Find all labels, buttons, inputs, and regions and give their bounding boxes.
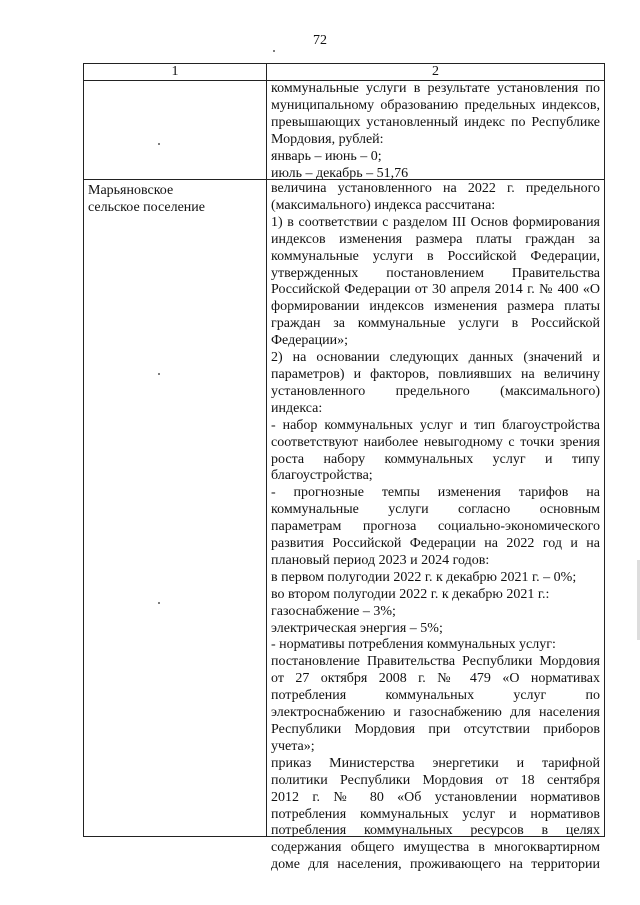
row2-line: 2012 г. № 80 «Об установлении нормативов bbox=[271, 789, 600, 805]
row-divider bbox=[84, 179, 604, 180]
row2-line: граждан за коммунальные услуги в Российской bbox=[271, 316, 600, 332]
header-col-2: 2 bbox=[432, 64, 439, 79]
row2-line: учета»; bbox=[271, 738, 315, 754]
row2-line: электроснабжению и газоснабжению для населения bbox=[271, 705, 600, 721]
row2-line: благоустройства; bbox=[271, 468, 373, 484]
row2-line: коммунальные услуги в Российской Федерации, bbox=[271, 248, 600, 264]
row2-line: содержания общего имущества в многоквартирном bbox=[271, 840, 600, 856]
page-number: 72 bbox=[313, 33, 327, 48]
row2-line: роста набору коммунальных услуг и типу bbox=[271, 451, 600, 467]
row2-line: формировании индексов изменения размера платы bbox=[271, 299, 600, 315]
row2-line: коммунальные услуги согласно основным bbox=[271, 502, 600, 518]
row2-line: индексов изменения размера платы граждан за bbox=[271, 231, 600, 247]
header-col-1: 1 bbox=[171, 64, 179, 79]
row2-line: Российской Федерации от 30 апреля 2014 г. № 400 «О bbox=[271, 282, 600, 298]
scan-speck bbox=[158, 602, 160, 604]
row2-line: политики Республики Мордовия от 18 сентября bbox=[271, 772, 600, 788]
row2-line: от 27 октября 2008 г. № 479 «О нормативах bbox=[271, 671, 600, 687]
row1-line: июль – декабрь – 51,76 bbox=[271, 165, 409, 181]
row1-text bbox=[271, 81, 600, 182]
row2-line: соответствуют наиболее невыгодному с точки зрения bbox=[271, 434, 600, 450]
row2-line: плановый период 2023 и 2024 годов: bbox=[271, 552, 490, 568]
row1-line: Мордовия, рублей: bbox=[271, 131, 384, 147]
row2-line: 1) в соответствии с разделом III Основ формирования bbox=[271, 214, 600, 230]
row2-line: потребления коммунальных услуг по bbox=[271, 688, 600, 704]
scan-speck bbox=[158, 373, 160, 375]
settlement-type: сельское поселение bbox=[88, 200, 205, 215]
row2-left-cell bbox=[88, 182, 262, 216]
row2-line: 2) на основании следующих данных (значений и bbox=[271, 350, 600, 366]
row2-line: приказ Министерства энергетики и тарифной bbox=[271, 755, 600, 771]
row2-line: - нормативы потребления коммунальных услуг: bbox=[271, 637, 556, 653]
row2-line: доме для населения, проживающего на территории bbox=[271, 857, 600, 873]
row2-line: газоснабжение – 3%; bbox=[271, 603, 396, 619]
row1-line: коммунальные услуги в результате установления по bbox=[271, 81, 600, 96]
row2-line: постановление Правительства Республики Мордовия bbox=[271, 654, 600, 670]
scan-speck bbox=[273, 50, 275, 52]
row2-line: во втором полугодии 2022 г. к декабрю 2021 г.: bbox=[271, 586, 550, 602]
row2-line: (максимального) индекса рассчитана: bbox=[271, 197, 496, 213]
row2-line: утвержденных постановлением Правительства bbox=[271, 265, 600, 281]
settlement-name: Марьяновское bbox=[88, 183, 174, 198]
row1-line: превышающих установленный индекс по Республике bbox=[271, 114, 600, 130]
row2-line: потребления коммунальных ресурсов в целях bbox=[271, 823, 600, 839]
row2-line: - прогнозные темпы изменения тарифов на bbox=[271, 485, 600, 501]
row2-line: Республики Мордовия при отсутствии приборов bbox=[271, 722, 600, 737]
row1-line: январь – июнь – 0; bbox=[271, 148, 382, 164]
row2-text bbox=[271, 181, 600, 874]
row2-line: параметрам прогноза социально-экономического bbox=[271, 519, 600, 535]
row2-line: в первом полугодии 2022 г. к декабрю 2021 г. – 0%; bbox=[271, 569, 577, 585]
scan-speck bbox=[158, 143, 160, 145]
row2-line: величина установленного на 2022 г. предельного bbox=[271, 181, 600, 196]
row2-line: - набор коммунальных услуг и тип благоустройства bbox=[271, 417, 600, 433]
row2-line: электрическая энергия – 5%; bbox=[271, 620, 443, 636]
row2-line: потребления коммунальных услуг и нормативов bbox=[271, 806, 600, 822]
row1-line: муниципальному образованию предельных индексов, bbox=[271, 97, 600, 113]
row2-line: развития Российской Федерации на 2022 год и на bbox=[271, 536, 600, 552]
row2-line: Федерации»; bbox=[271, 333, 349, 349]
row2-line: параметров) и факторов, повлиявших на величину bbox=[271, 366, 600, 382]
row2-line: индекса: bbox=[271, 400, 323, 416]
row2-line: установленного предельного (максимального) bbox=[271, 383, 600, 399]
data-table bbox=[83, 63, 605, 873]
